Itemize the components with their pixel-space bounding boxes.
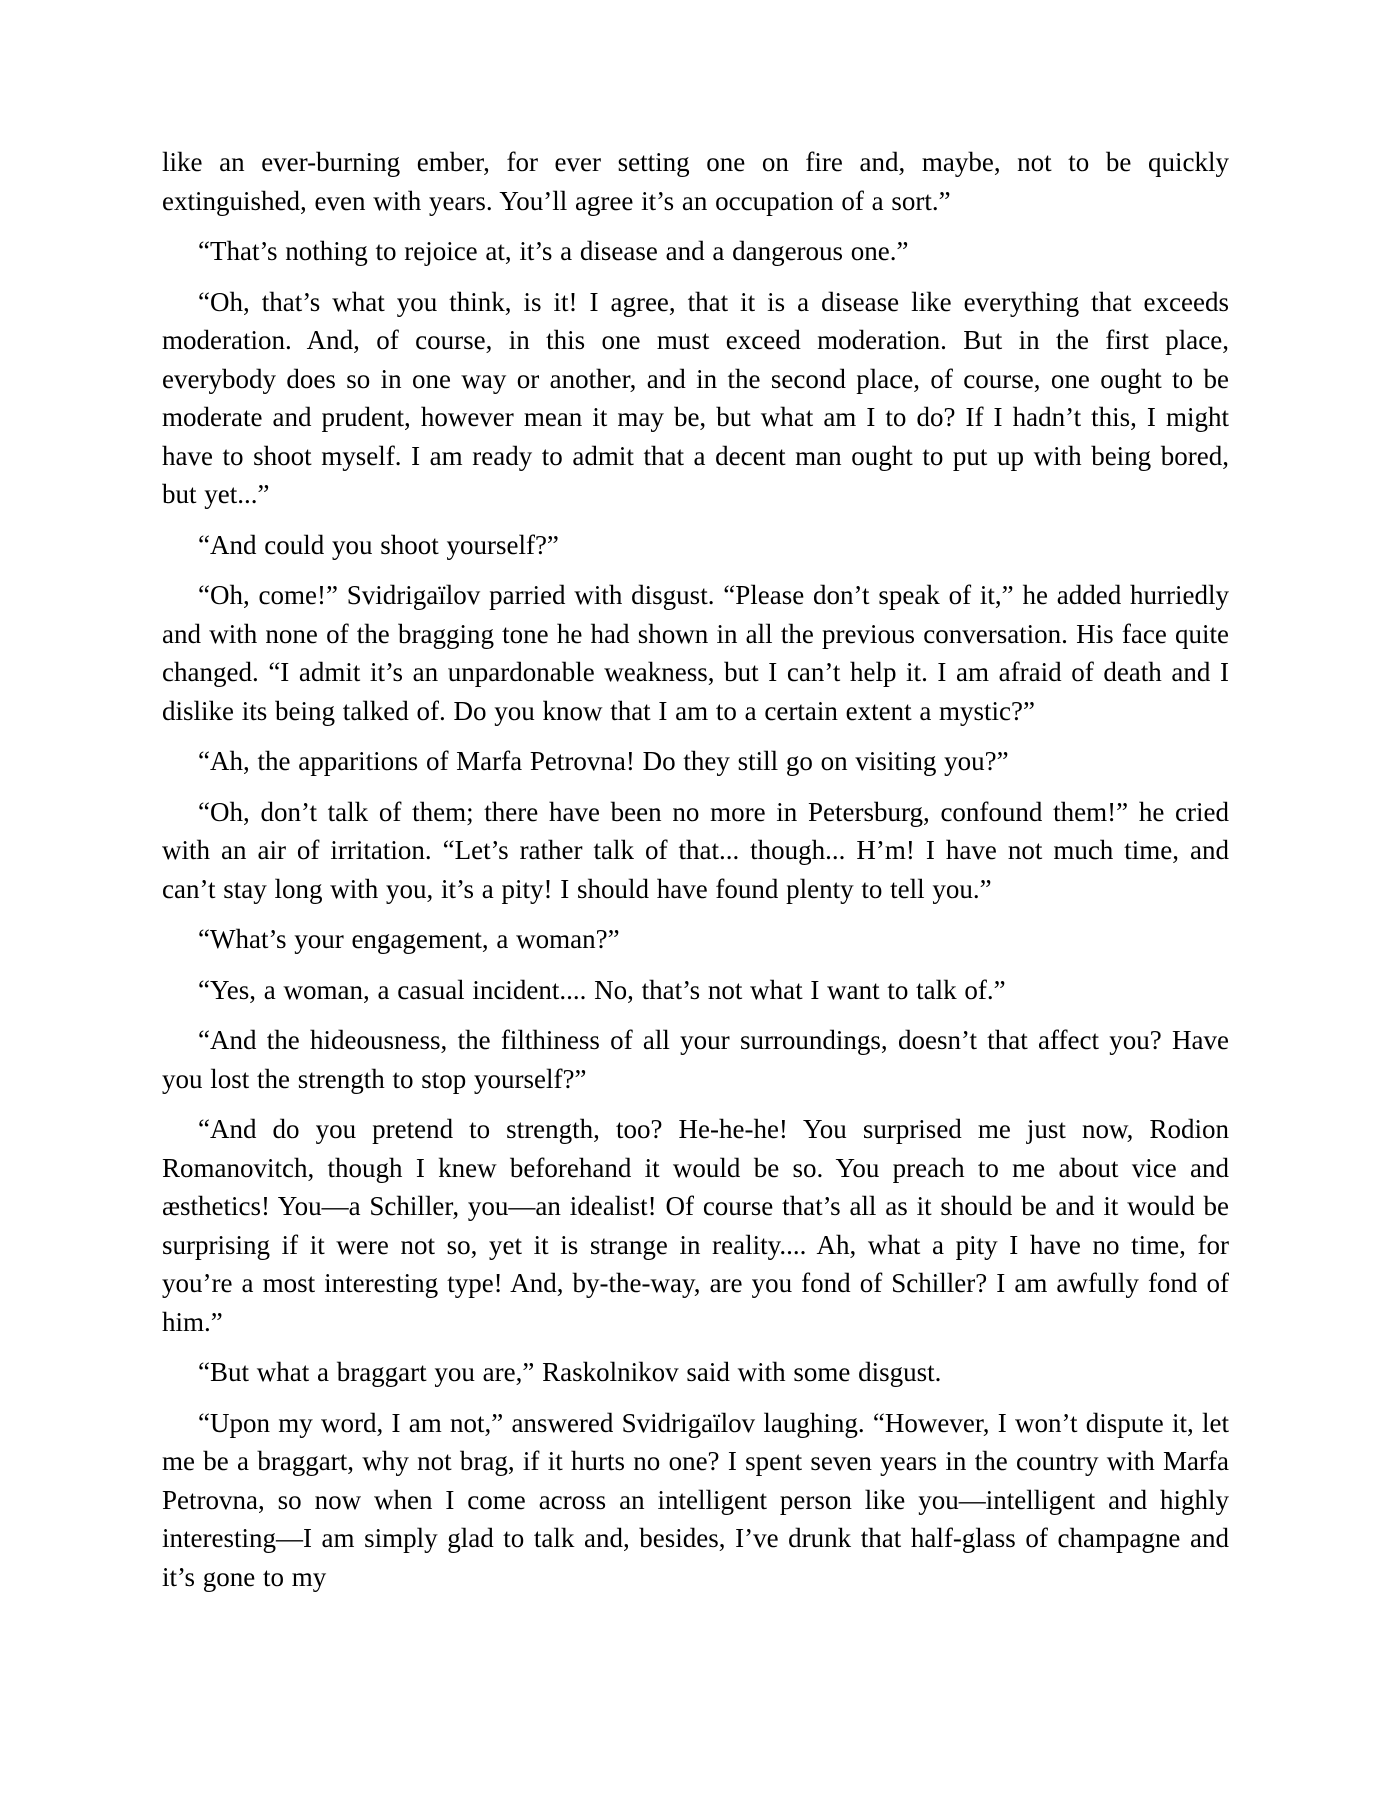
paragraph: “What’s your engagement, a woman?” — [198, 924, 620, 954]
paragraph: “That’s nothing to rejoice at, it’s a disease and a dangerous one.” — [198, 236, 909, 266]
paragraph: “Oh, that’s what you think, is it! I agree, that it is a disease like everything that exceeds moderation. And, of course, in this one must exceed moderation. But in the first place, everybody does so in one way or another, and in the second place, of course, one ought to be moderate and prudent, however mean it may be, but what am I to do? If I hadn’t this, I might have to shoot myself. I am ready to admit that a decent man ought to put up with being bored, but yet...” — [162, 286, 1229, 509]
paragraph: “And the hideousness, the filthiness of all your surroundings, doesn’t that affect you? Have you lost the strength to stop yourself?” — [162, 1025, 1229, 1094]
paragraph: “Yes, a woman, a casual incident.... No, that’s not what I want to talk of.” — [198, 974, 1006, 1005]
paragraph: “Oh, come!” Svidrigaïlov parried with disgust. “Please don’t speak of it,” he added hurriedly and with none of the bragging tone he had shown in all the previous conversation. His face quite changed. “I admit it’s an unpardonable weakness, but I can’t help it. I am afraid of death and I dislike its being talked of. Do you know that I am to a certain extent a mystic?” — [162, 580, 1229, 726]
paragraph: like an ever-burning ember, for ever setting one on fire and, maybe, not to be quickly extinguished, even with years. You’ll agree it’s an occupation of a sort.” — [162, 147, 1229, 216]
paragraph: “Ah, the apparitions of Marfa Petrovna! Do they still go on visiting you?” — [198, 746, 1009, 776]
paragraph: “And do you pretend to strength, too? He-he-he! You surprised me just now, Rodion Romanovitch, though I knew beforehand it would be so. You preach to me about vice and æsthetics! You—a Schiller, you—an idealist! Of course that’s all as it should be and it would be surprising if it were not so, yet it is strange in reality.... Ah, what a pity I have no time, for you’re a most interesting type! And, by-the-way, are you fond of Schiller? I am awfully fond of him.” — [162, 1114, 1229, 1337]
paragraph: “Oh, don’t talk of them; there have been no more in Petersburg, confound them!” he cried with an air of irritation. “Let’s rather talk of that... though... H’m! I have not much time, and can’t stay long with you, it’s a pity! I should have found plenty to tell you.” — [162, 796, 1229, 904]
paragraph: “Upon my word, I am not,” answered Svidrigaïlov laughing. “However, I won’t dispute it, let me be a braggart, why not brag, if it hurts no one? I spent seven years in the country with Marfa Petrovna, so now when I come across an intelligent person like you—intelligent and highly interesting—I am simply glad to talk and, besides, I’ve drunk that half-glass of champagne and it’s gone to my — [162, 1407, 1229, 1592]
paragraph: “And could you shoot yourself?” — [198, 529, 559, 560]
paragraph: “But what a braggart you are,” Raskolnikov said with some disgust. — [198, 1357, 942, 1387]
